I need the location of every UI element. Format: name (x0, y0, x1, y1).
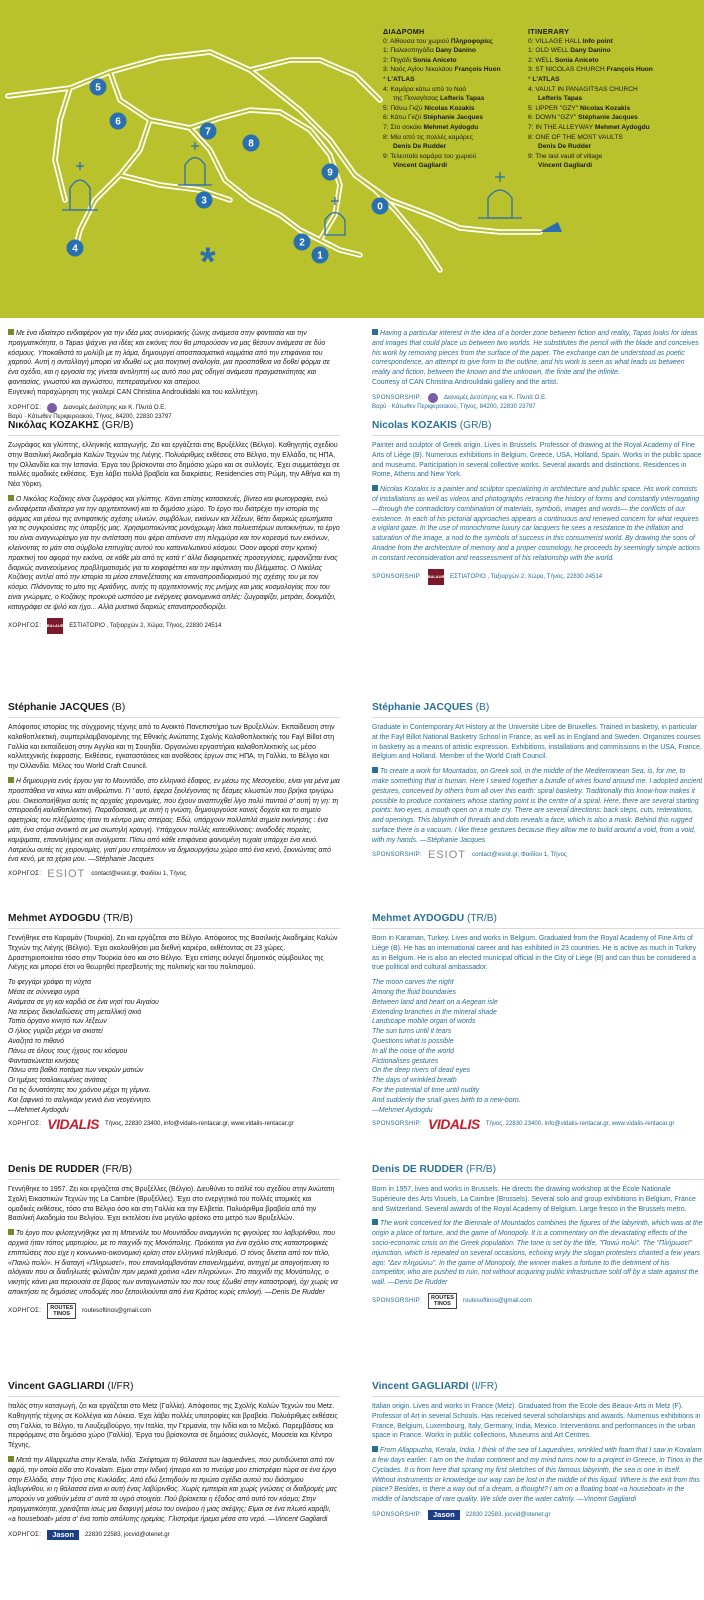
itinerary-item: Lefteris Tapas (538, 95, 583, 103)
poem-line: Ο ήλιος γυρίζει μέχρι να σκιστεί (8, 1028, 103, 1036)
route-marker-number: 9 (327, 167, 333, 179)
poem-line: Among the fluid boundaries (372, 988, 456, 996)
poem-line: Landscape mobile organ of words (372, 1018, 476, 1026)
jacques-section (372, 701, 704, 859)
itinerary-item: 7: IN THE ALLEYWAY Mehmet Aydogdu (528, 123, 650, 131)
jason-logo: Jason (47, 1530, 79, 1540)
sponsor-row: SPONSORSHIP: ROUTES TINOS routesoftinos@gmail.com (372, 1294, 532, 1307)
artist-bio: Γεννήθηκε το 1957. Ζει και εργάζεται στις Βρυξέλλες (Βέλγιο). Διευθύνει το σεϊλιέ του σχεδίου στην Ανώτατη Σχολή Εικαστικών Τεχνών της La Cambre (Βρυξέλλες). Έχει στο ενεργητικό του πολλές ατομικές και ομαδικές εκθέσεις, τόσο στο Βέλγιο όσο και στη Γαλλία και την Ελβετία. Πολυάριθμα βραβεία από την Βασιλική Ακαδημία του Βελγίου. Έχει εκτελέσει ένα μεγάλο φρέσκο στο μετρό των Βρυξελλών. (8, 1186, 335, 1223)
tapas-section (372, 329, 704, 411)
route-marker-number: 0 (377, 201, 383, 213)
route-marker-number: 8 (248, 138, 254, 150)
poem-line: Για τις δυνατότητες του χρόνου μέχρι τη γέμινα. (8, 1086, 151, 1094)
route-marker (200, 123, 217, 140)
routes-logo: ROUTES TINOS (428, 1293, 457, 1309)
bullet-icon (372, 1446, 378, 1452)
poem-line: —Mehmet Aydogdu (8, 1106, 69, 1114)
itinerary-item: 4: VAULT IN PANAGITSAS CHURCH (528, 85, 638, 93)
sponsor-row: ΧΟΡΗΓΟΣ: Jason 22830 22583, jocvid@otenet.gr (8, 1529, 170, 1539)
church-icon (478, 172, 522, 218)
itinerary-item: 8: Μία από τις πολλές καμάρες (383, 133, 473, 141)
poem-line: Fictionalises gestures (372, 1057, 439, 1065)
itinerary-item: Vincent Gagliardi (393, 162, 448, 170)
rudder-section (372, 1163, 704, 1309)
itinerary-heading: ΔΙΑΔΡΟΜΗ (383, 27, 425, 36)
bullet-icon (8, 1456, 14, 1462)
itinerary-item: * L'ATLAS (383, 75, 415, 83)
itinerary-item: 6: DOWN "GZY" Stéphanie Jacques (528, 114, 638, 122)
itinerary-item: της Παναγίτσας Lefteris Tapas (393, 95, 485, 103)
poem-line: For the potential of time until nudity (372, 1086, 480, 1094)
route-marker-number: 1 (317, 250, 323, 262)
jason-logo: Jason (428, 1510, 460, 1520)
itinerary-item: 5: Πάνω Γκζύ Nicolas Kozakis (383, 104, 475, 112)
artist-statement: Η δημιουργία ενός έργου για το Μουντάδο, στο ελληνικό έδαφος, εν μέσω της Μεσογείου, είναι για μένα μια προσπάθεια να κάνω κάτι ανθρώπινο. Γι ' αυτό, έφερα ξεκλέγοντας τις δέσμες κλωστών που βρήκα τριγύρω μου. Οικειοποιήθηκα αυτές τις αρχαίες χειρονομίες, που έχουν αναπτυχθεί λίγο πολύ παντού σ' αυτή τη γη: τη σπειροειδή καλαθοπλεκτική. Παραδοσιακά, με αυτή η γνώση, δημιουργούσε κανείς δοχεία και το σημείο αφετηρίας του πλέξιματος ήταν το κέντρο μιας σπείρας. Εδώ, υπάρχουν πολλαπλά σημεία εκκίνησης : ένα μάτι, ένα στόμα ανοικτό σε μια σιωπηλή κραυγή. Υπάρχουν πολλές κατευθύνσεις: αναδοδές πορείες, καμψιματα, επαναλήψεις και ανοίγματα. Πίσω από κάθε επιφάνεια φαινομένη τυχαία υπάρχει ένα κενό. Λατρεύω αυτές τις χειρονομίες, γιατί μου επιτρέπουν να δημιουργήσω χώρο από ένα κενό, ξεκινώντας από ένα κενό, με τα χέρια μου. —Stéphanie Jacques (8, 777, 340, 864)
routes-logo: ROUTES TINOS (47, 1303, 76, 1319)
artist-name: Mehmet AYDOGDU (TR/B) (8, 912, 340, 929)
route-marker (110, 113, 127, 130)
route-marker (294, 234, 311, 251)
artist-statement: The work conceived for the Biennale of Mountados combines the figures of the labyrinth, which was at the origin a place of torture, and the game of Monopoly. It is a commentary on the devastating effects of the socio-economic crisis on the Greek population. The tone is set by the title, "Πανώ πολύ". The "Πλήρωσε!" injunction, which is repeated on several occasions, echoing wryly the slogan protesters chanted a few years ago: "Δεν πληρώνω". In the game of Monopoly, the winner makes a fortune to the detriment of his competitor, who are pushed to ruin, not without acquiring public infrastructure sold off by a state against the wall. —Denis De Rudder (372, 1220, 703, 1287)
itinerary-english (528, 27, 700, 171)
artist-bio: Born in 1957, lives and works in Brussels. He directs the drawing workshop at the École Nationale Supérieure des Arts Visuels, La Cambre (Brussels). Several solo and group exhibitions in Belgium, France and Switzerland. Several awards of the Royal Academy of Belgium. Large fresco in the Brussels metro. (372, 1186, 696, 1213)
itinerary-item: Vincent Gagliardi (538, 162, 593, 170)
sponsor-row: SPONSORSHIP: ESIOT contact@esiot.gr, Φαιδίου 1, Τήνος (372, 848, 567, 861)
balaur-logo: BALAUR (428, 569, 444, 585)
artist-name: Stéphanie JACQUES (B) (372, 701, 704, 718)
tapas-credit: Ευγενική παραχώρηση της γκαλερί CAN Christina Androulidaki και του καλλιτέχνη. (8, 388, 259, 396)
artist-name: Vincent GAGLIARDI (I/FR) (372, 1380, 704, 1397)
boat-icon (540, 222, 562, 232)
poem-line: Μέσα σε σύννεφα υγρά (8, 988, 80, 996)
itinerary-item: 8: ONE OF THE MOST VAULTS (528, 133, 623, 141)
poem-line: The sun turns until it tears (372, 1028, 452, 1036)
artist-statement: Ο Νικόλας Κοζάκης είναι ζωγράφος και γλύπτης. Κάνει επίσης κατασκευές, βίντεο και φωτογραφία, ενώ ενδιαφέρεται ιδιαίτερα για την αρχιτεκτονική και το δημόσιο χώρο. Το έργο του διατρέχει την ιστορία της φόρμας και μέσω της αντιφατικής σχέσης υλικών, συμβόλων, εικόνων και λέξεων, θέτει διαρκώς ερωτήματα για τις συγκρούσεις της ύπαρξής μας. Χρησιμοποιώντας μονόχρωμη λάκα πολυεστέρων αυτοκινήτων, το έργο του είναι αναγνωρίσιμο για την αντίσταση που φέρει απέναντι στη πλημμύρα και τον κορεσμό των εικόνων, κλείνοντας το μάτι στα σύμβολα επιτυχίας αυτού του καταναλωτικού κόσμου. Όσον αφορά στην κριτική πρακτική του αφορά την εικόνα, σε κάθε μία από τις κατά τ' άλλα διαφορετικές προσεγγίσεις, εμφανίζεται ένας διαρκώς ανανεούμενος προβληματισμός για το κειφαφέτπει και την αφύπνιση του βλέμματος. Ο Νικόλας Κοζάκης αντλεί από την ιστορία τα μέσα επανεξέτασης και επαναπροσδιορισμού της σχέσης του με τον κόσμο. Πλάνοντας το μίτο της Αριάδνης, αυτής τη αρχιτεκτονικής της μνήμης και μιας κοσμολογίας που του είναι γνώριμες, ο Κοζάκης προκυρά ωσπόσο με ενέργειες φαινομενικά απλές: ζωγραφίζει, μετράει, δοκιμάζει, καταγράφει σε ψιλό και ήχο... Αλλά μυστικά διαρκώς επαναπροσδιορίζει. (8, 495, 340, 611)
sponsor-logo (428, 393, 438, 403)
sponsor-row: SPONSORSHIP: BALAUR ΕΣΤΙΑΤΟΡΙΟ , Ταξιαρχών 2, Χώρα, Τήνος, 22830 24514 (372, 569, 704, 585)
itinerary-item: 3: ST NICOLAS CHURCH François Huon (528, 66, 653, 74)
itinerary-item: Denis De Rudder (393, 143, 447, 151)
itinerary-item: 4: Καμάρα κάτω από το Ναό (383, 85, 467, 93)
village-map (0, 0, 704, 318)
itinerary-item: Denis De Rudder (538, 143, 592, 151)
route-marker-number: 4 (72, 243, 78, 255)
route-marker (67, 240, 84, 257)
artist-bio: Born in Karaman, Turkey. Lives and works in Belgium. Graduated from the Royal Academy of Fine Arts of Liège (B). He has an international career and has exhibited in 23 countries. He is active as much in Turkey as in Belgium. He is also an elected municipal official in the City of Liège (B) and can thus be considered a true political and cultural ambassador. (372, 935, 697, 972)
itinerary-item: 5: UPPER "GZY" Nicolas Kozakis (528, 104, 631, 112)
itinerary-heading: ITINERARY (528, 27, 570, 36)
poem-line: Φαντασιώνεται κινήσεις (8, 1057, 80, 1065)
vidalis-logo: VIDALIS (428, 1116, 480, 1133)
esiot-logo: ESIOT (47, 868, 86, 881)
gagliardi-section (372, 1380, 704, 1520)
itinerary-item: 2: WELL Sonia Aniceto (528, 56, 599, 64)
poem-line: Πάνω σε όλους τους ήχους του κόσμου (8, 1047, 128, 1055)
poem-line: And suddenly the snail gives birth to a new-born. (372, 1096, 521, 1104)
tapas-text: Having a particular interest in the idea of a border zone between fiction and reality, Tapas looks for ideas and images that could place us between two worlds. He substitutes the pencil with the blade and conceives his work by removing pieces from the surface of the paper. The exchange can be understood as poetic correspondence, an attempt to give form to the outline, and his work is seen as what leads us between reality and fiction, between the known and the unknown, the finite and the infinite. (372, 330, 699, 377)
route-marker (196, 192, 213, 209)
poem-line: Between land and heart on a Aegean isle (372, 998, 498, 1006)
poem-line: Οι ημέρες τσαλακωμένες ανάσας (8, 1077, 108, 1085)
bullet-icon (372, 1219, 378, 1225)
gagliardi-section (8, 1380, 340, 1540)
sponsor-row: ΧΟΡΗΓΟΣ: BALAUR ΕΣΤΙΑΤΟΡΙΟ , Ταξιαρχών 2, Χώρα, Τήνος, 22830 24514 (8, 618, 340, 634)
route-marker-number: 5 (95, 82, 101, 94)
route-marker-number: 7 (205, 126, 211, 138)
kozakis-section (8, 419, 340, 634)
itinerary-list (383, 37, 523, 171)
poem-line: Το φεγγάρι γράφει τη νύχτα (8, 979, 92, 987)
artist-bio: Painter and sculptor of Greek origin. Lives in Brussels. Professor of drawing at the Royal Academy of Fine Arts of Liège (B). Numerous exhibitions in Belgium, Greece, USA, Holland, Spain. Works in the public space and museums. Participation in several collective works. Several awards and distinctions. Residences in Rome, Athens and New York. (372, 442, 702, 479)
sponsor-address: Βαρύ · Κάτωθεν Περιφερειακού, Τήνος, 84200, 22830 23797 (8, 412, 172, 420)
poem-line: Και ξαφνικό το σαλιγκάρι γεννά ένα νεογέννητο. (8, 1096, 152, 1104)
artist-statement: From Allappuzha, Kerala, India. I think of the sea of Laquedives, wrinkled with foam that I saw in Kovalam a few days earlier. I am on the Indian continent and my mind turns now to a project in Greece, in Tinos in the Cyclades. It is from here that sprang my first sketches of this famous labyrinth, the sea is one in itself. Without instruments or knowledge our way can be lost in the middle of this liquid. Where is the exit from this place? Besides, is there a way out of a dream, a thought? I am on a floating boat «a houseboat» in the middle of landscape of rare quality. We slide over the water calmly. —Vincent Gagliardi (372, 1447, 703, 1504)
bullet-icon (8, 1229, 14, 1235)
vidalis-logo: VIDALIS (47, 1116, 99, 1133)
artist-bio: Ζωγράφος και γλύπτης, ελληνικής καταγωγής. Ζει και εργάζεται στις Βρυξέλλες (Βέλγιο). Καθηγητής σχεδίου στην Βασιλική Ακαδημία Καλών Τεχνών της Λιέγης. Πολυάριθμες εκθέσεις στο Βέλγιο, την Ελλάδα, τις ΗΠΑ, την Ολλανδία και την Ισπανία. Έργα του βρίσκονται στο δημόσιο χώρο και σε συλλογές. Έχει συμμετάσχει σε πολλές ομαδικές εκθέσεις. Έχει λάβει πολλά βραβεία και διακρίσεις. Residencies στη Ρώμη, την Αθήνα και τη Νέα Υόρκη. (8, 442, 340, 489)
bullet-icon (8, 495, 14, 501)
poem-line: On the deep rivers of dead eyes (372, 1067, 471, 1075)
sponsor-row: ΧΟΡΗΓΟΣ: Διανομές Δεσύπρης και Κ. Πλυτά Ο.Ε. (8, 403, 167, 411)
itinerary-item: 9: The last vault of village (528, 152, 603, 160)
artist-statement: Το έργο που φιλοτεχνήθηκε για τη Μπιενάλε του Μουντάδου αναμιγνύει τις φιγούρες του λαβυρίνθου, που αρχικά ήταν τόπος μαρτυρίου, με το παιχνίδι της Μονόπολης. Πρόκειται για ένα σχόλιο στις καταστροφικές επιπτώσεις που είχε η κοινωνικο-οικονομική κρίση στον ελληνικό πληθυσμό. Ο τόνος δίνεται από τον τίτλο, «Πανώ πολύ». Η διαταγή «Πληρωσε!», που επαναλαμβανόταν επανειλημμένα, αντηχεί με απογοήτευση το αλόγκαν που οι διαδηλωτές φώναζαν πριν μερικά χρόνια «Δεν πληρώνω». Στο παιχνίδι της Μονόπολης, ο νικητής κάνει μια περιουσία σε βάρος των ανταγωνιστών του που τους έζωθεί στην καταστροφή, όχι χωρίς να αποκτήσει τις δημόσιες υποδομές που ξεπουλιούνται από ένα Κράτος κυρίς επιλογή. —Denis De Rudder (8, 1230, 338, 1296)
artist-name: Vincent GAGLIARDI (I/FR) (8, 1380, 340, 1397)
sponsor-address: Βαρύ · Κάτωθεν Περιφερειακού, Τήνος, 84200, 22830 23797 (372, 402, 536, 410)
itinerary-item: * L'ATLAS (528, 75, 560, 83)
artist-bio: Graduate in Contemporary Art History at the Université Libre de Bruxelles. Trained in basketry, in particular at the Fayl Billot National Basketry School in France, as well as in England and Sweden. Organizes courses in basketry as a means of artistic expression. Exhibitions, installations and commissions in the USA, France, Belgium and Holland. Member of the World Craft Council. (372, 724, 702, 761)
sponsor-row: ΧΟΡΗΓΟΣ: ROUTES TINOS routesoftinos@gmail.com (8, 1304, 151, 1317)
sponsor-row: SPONSORSHIP: Jason 22830 22583, jocvid@otenet.gr (372, 1509, 551, 1519)
artist-poem (372, 978, 704, 1115)
itinerary-item: 0: VILLAGE HALL Info point (528, 37, 613, 45)
artist-name: Denis DE RUDDER (FR/B) (8, 1163, 340, 1180)
poem-line: In all the noise of the world (372, 1047, 454, 1055)
sponsor-logo (47, 403, 57, 413)
aydogdu-section (372, 912, 704, 1133)
artist-bio: Italian origin. Lives and works in France (Metz). Graduated from the Ecole des Beaux-Arts in Metz (F). Professor of Art in several Schools. Has received several scholarships and awards. Numerous exhibitions in France, Belgium, Luxembourg, Italy, Germany, India, Mexico. Interventions and performances in the urban space in France. Works in public collections, Museums and Art Centres. (372, 1403, 701, 1440)
poem-line: The days of wrinkled breath (372, 1077, 457, 1085)
tapas-section (8, 329, 340, 421)
poem-line: Extending branches in the mineral shade (372, 1008, 497, 1016)
artist-name: Stéphanie JACQUES (B) (8, 701, 340, 718)
itinerary-item: 1: Παλαιοπηγάδα Dany Danino (383, 47, 476, 55)
route-marker-number: 2 (299, 237, 305, 249)
poem-line: Τοπίο όργανο κινητό των λέξεων (8, 1018, 107, 1026)
artist-name: Nicolas KOZAKIS (GR/B) (372, 419, 704, 436)
artist-statement: Nicolas Kozakis is a painter and sculptor specializing in architecture and public space. His work consists of installations as well as videos and photographs retracing the history of forms and constantly interrogating —through the contradictory combination of materials, symbols, images and words— the conflicts of our existence. In each of his pictorial approaches appears a continuous and renewed concern for what requires a vigilant gaze. In the use of monochrome luxury car lacquers he sees a resistance to the inflation and saturation of the image, a nod to the symbols of success in this consumerist world. By drawing the sons of Ariadne from the architecture of memory and a proper cosmology, he proceeds by seemingly simple actions in constant reconsideration and reassessment of his relationship with the world. (372, 486, 701, 562)
atlas-star-marker: * (200, 240, 216, 284)
artist-statement: Μετά την Allappuzha στην Kerala, Ινδία. Σκέφτομαι τη θάλασσα των laquedives, που ρυτιδώνεται από τον αφρό, την οποία είδα στο Kovalam. Είμαι στην Ινδική ήπειρο και το πνεύμα μου επιστρέφει τώρα σε ένα έργο στην Ελλάδα, στην Τήνο στις Κυκλάδες. Από εδώ ξεπηδούν τα πρώτα σχέδια αυτού του διάσημου λαβυρίνθου, κι η θάλασσα είναι κι αυτή ένας λαβύρινθος. Χωρίς εμπειρία και χωρίς γνώσεις οι διαδρομές μας μπορούν να χαθούν μέσα σ' αυτά τα υγρά στοιχεία. Πού βρίσκεται η έξοδος από αυτό τον κόσμο; Στην πραγματικότητα, χρειάζεται ίσως μια διαφυγή μέσω του ονείρου ή μιας σκέψης; Είμαι σε ένα πλωτό καράβι, «a houseboat» μέσα σ' ένα τοπίο απόλυτης ηρεμίας. Γλιστράμε ήρεμα μέσα στο νερό. —Vincent Gagliardi (8, 1456, 338, 1523)
poem-line: Αναζητά το πιθανό (8, 1037, 65, 1045)
bullet-icon (8, 777, 14, 783)
poem-line: —Mehmet Aydogdu (372, 1106, 433, 1114)
itinerary-item: 1: OLD WELL Dany Danino (528, 47, 611, 55)
poem-line: The moon carves the night (372, 979, 454, 987)
poem-line: Ανάμεσα σε γη και καρδιά σε ένα νησί του Αιγαίου (8, 998, 159, 1006)
sponsor-row: ΧΟΡΗΓΟΣ: ESIOT contact@esiot.gr, Φαιδίου 1, Τήνος (8, 868, 187, 881)
bullet-icon (372, 767, 378, 773)
kozakis-section (372, 419, 704, 585)
itinerary-item: 9: Τελευταία καμάρα του χωριού (383, 152, 477, 160)
route-marker-number: 6 (115, 116, 121, 128)
itinerary-greek (383, 27, 523, 171)
bullet-icon (8, 329, 14, 335)
itinerary-item: 6: Κάτω Γκζύ Stéphanie Jacques (383, 114, 483, 122)
esiot-logo: ESIOT (428, 848, 467, 861)
tapas-text: Με ένα ιδιαίτερο ενδιαφέρον για την ιδέα μιας συνοριακής ζώνης ανάμεσα στην φαντασία και την πραγματικότητα, ο Tapas ψάχνει για ιδέες και εικόνες που θα μπορούσαν να μας θέσουν ανάμεσα σε δύο κόσμους. Υποκαθιστά το μολύβι με τη λάμα, δημιουργεί αποσπασματικά κομμάτια από την επιφάνεια του χαρτιού. Αυτή η ανταλλαγή μπορεί να ιδωθεί ως μια ποιητική αναλογία, μια προσπάθεια να δοθεί φόρμα σε ένα σχέδιο, και η εργασία της γίνεται αντιληπτή ως αυτό που μας οδηγεί ανάμεσα πραγματικότητας και φαντασίας, γνωστού και αγνώστου, πεπερασμένου και απείρου. (8, 330, 330, 386)
artist-name: Νικόλας ΚΟΖΑΚΗΣ (GR/B) (8, 419, 340, 436)
itinerary-item: 7: Στο σοκάκι Mehmet Aydogdu (383, 123, 479, 131)
itinerary-item: 3: Ναός Αγίου Νικολάου François Huon (383, 66, 501, 74)
route-marker (90, 79, 107, 96)
itinerary-list (528, 37, 700, 171)
route-marker-number: 3 (201, 195, 207, 207)
sponsor-row: SPONSORSHIP: VIDALIS Τήνος, 22830 23400, info@vidalis-rentacar.gr, www.vidalis-rentacar.gr (372, 1116, 675, 1133)
artist-bio: Απόφοιτος ιστορίας της σύγχρονης τέχνης από το Ανοικτό Πανεπιστήμιο των Βρυξελλών. Εκπαίδευση στην καλαθοπλεκτική, συμπεριλαμβανομένης της Εθνικής Ανώτατης Σχολής Καλαθοπλεκτικής του Fayl Billot στη Γαλλία και εκπαίδευση στην Αγγλία και τη Σουηδία. Οργανώνει εργαστήρια καλαθοπλεκτικής ως μέσο καλλιτεχνικής έκφρασης. Εκθέσεις, εγκαταστάσεις και αναθέσεις έργων στις ΗΠΑ, τη Γαλλία, το Βέλγιο και την Ολλανδία. Μέλος του World Craft Council. (8, 724, 335, 771)
sponsor-row: ΧΟΡΗΓΟΣ: VIDALIS Τήνος, 22830 23400, info@vidalis-rentacar.gr, www.vidalis-rentacar.gr (8, 1116, 294, 1133)
poem-line: Πάνω στα βαθιά ποτάμια των νεκρών ματιών (8, 1067, 144, 1075)
route-marker (372, 198, 389, 215)
route-marker (243, 135, 260, 152)
itinerary-item: 0: Αίθουσα του χωριού Πληροφορίες (383, 37, 493, 45)
artist-name: Mehmet AYDOGDU (TR/B) (372, 912, 704, 929)
route-marker (312, 247, 329, 264)
route-marker (322, 164, 339, 181)
bullet-icon (372, 329, 378, 335)
artist-bio: Ιταλός στην καταγωγή, ζει και εργάζεται στο Metz (Γαλλία). Απόφοιτος της Σχολής Καλών Τεχνών του Metz. Καθηγητής τέχνης σε Κολλέγια και Λύκεια. Έχει λάβει πολλές υποτροφίες και βραβεία. Πολυάριθμες εκθέσεις στη Γαλλία, το Βέλγιο, το Λουξεμβούργο, την Ιταλία, την Γερμανία, την Ινδία και το Μεξικό. Παρεμβάσεις και περφόρμανς στο δημόσιο χώρο (Γαλλία). Έργα του βρίσκονται σε δημόσιες συλλογές, Μουσεία και Κέντρο Τέχνης. (8, 1403, 338, 1450)
artist-poem (8, 978, 340, 1115)
tapas-credit: Courtesy of CAN Christina Androulidaki gallery and the artist. (372, 378, 559, 386)
jacques-section (8, 701, 340, 881)
sponsor-row: SPONSORSHIP: Διανομές Δεσύπρης και Κ. Πλυτά Ο.Ε. (372, 393, 547, 401)
balaur-logo: BALAUR (47, 618, 63, 634)
rudder-section (8, 1163, 340, 1319)
artist-name: Denis DE RUDDER (FR/B) (372, 1163, 704, 1180)
route-markers (67, 79, 389, 264)
poem-line: Questions what is possible (372, 1037, 454, 1045)
artist-statement: To create a work for Mountados, on Greek soil, in the middle of the Mediterranean Sea, is, for me, to make something that is human. Here I sewed together a bundle of wires found around me. I adopted ancient gestures, conceived by others from all over this earth: spiral basketry. Traditionally this know-how makes it possible to produce containers whose starting point is the centre of a spiral. Here, there are several starting points: two eyes, a mouth open on a mute cry. There are several directions: back steps, cuts, reiterations, and openings. This labyrinth of threads and dots reveals a face, which is also a mask. Behind this rugged surface there is a vacuum. I like these gestures because they allow me to build around a void, from a void, with my hands. —Stéphanie Jacques (372, 768, 703, 844)
itinerary-item: 2: Πηγάδι Sonia Aniceto (383, 56, 457, 64)
poem-line: Να πείρεις διακλαδώσεις στη μεταλλική σκιά (8, 1008, 142, 1016)
aydogdu-section (8, 912, 340, 1133)
artist-bio: Γεννήθηκε στο Καραμάν (Τουρκία). Ζει και εργάζεται στο Βέλγιο. Απόφοιτος της Βασιλικής Ακαδημίας Καλών Τεχνών της Λιέγης (Βέλγιο). Έχει ακολουθήσει μια διεθνή καριέρα, εκθέτοντας σε 23 χώρες. Δραστηριοποιείται τόσο στην Τουρκία όσο και στο Βέλγιο. Έχει επίσης εκλεγεί δημοτικός σύμβουλος της Λιέγης και μπορεί έτσι να θεωρηθεί πρεσβευτής της πολιτικής και του πολιτισμού. (8, 935, 338, 972)
bullet-icon (372, 485, 378, 491)
